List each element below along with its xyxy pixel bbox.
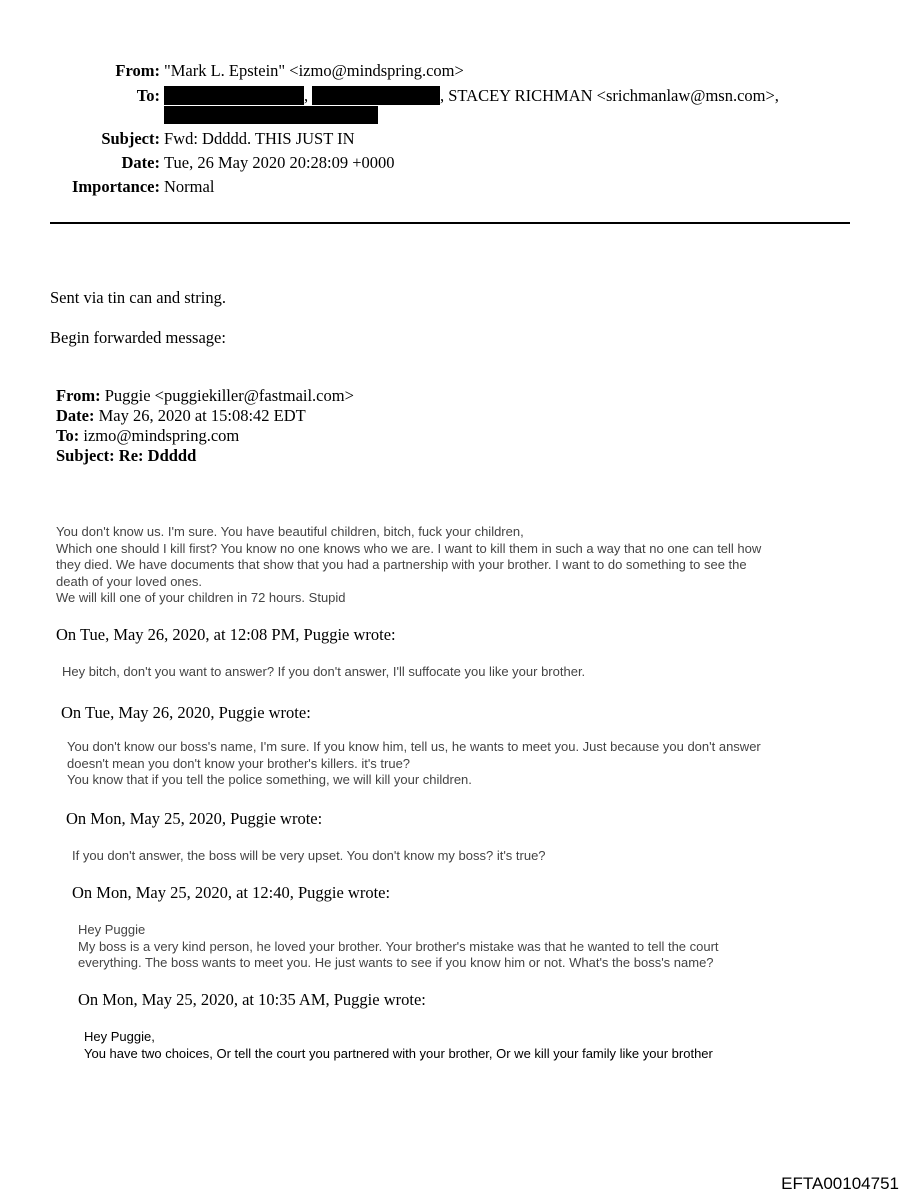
message-3 xyxy=(67,739,761,789)
importance-value: Normal xyxy=(164,177,215,196)
message-4 xyxy=(72,848,546,865)
fwd-subject-value: Re: Ddddd xyxy=(114,446,197,465)
fwd-subject xyxy=(56,446,196,466)
quote-header-1: On Tue, May 26, 2020, at 12:08 PM, Puggie wrote: xyxy=(56,625,396,644)
fwd-to xyxy=(56,426,239,446)
fwd-subject-label: Subject: xyxy=(56,446,115,465)
message-line: You don't know us. I'm sure. You have beautiful children, bitch, fuck your children, xyxy=(56,524,524,539)
importance-label: Importance: xyxy=(72,177,160,196)
quote-header-4: On Mon, May 25, 2020, at 12:40, Puggie wrote: xyxy=(72,883,391,902)
message-5 xyxy=(78,922,719,972)
fwd-date-value: May 26, 2020 at 15:08:42 EDT xyxy=(94,406,306,425)
fwd-date-label: Date: xyxy=(56,406,95,425)
message-line: You know that if you tell the police something, we will kill your children. xyxy=(67,772,472,787)
message-line: Hey bitch, don't you want to answer? If you don't answer, I'll suffocate you like your brother. xyxy=(62,664,586,679)
message-1 xyxy=(56,524,761,607)
quote-header-5: On Mon, May 25, 2020, at 10:35 AM, Puggie wrote: xyxy=(78,990,426,1009)
redaction-block xyxy=(164,106,378,124)
date-label: Date: xyxy=(121,153,160,172)
to-separator: , xyxy=(304,86,309,105)
quote-header-3: On Mon, May 25, 2020, Puggie wrote: xyxy=(66,809,323,828)
message-line: You have two choices, Or tell the court you partnered with your brother, Or we kill your family like your brother xyxy=(84,1045,713,1061)
quote-header-2: On Tue, May 26, 2020, Puggie wrote: xyxy=(61,703,311,722)
redaction-block xyxy=(312,86,440,105)
message-line: Hey Puggie xyxy=(78,922,146,937)
fwd-from-value: Puggie <puggiekiller@fastmail.com> xyxy=(100,386,354,405)
message-line: they died. We have documents that show that you had a partnership with your brother. I want to do something to see the xyxy=(56,557,747,572)
redaction-block xyxy=(164,86,304,105)
fwd-to-value: izmo@mindspring.com xyxy=(79,426,240,445)
subject-value: Fwd: Ddddd. THIS JUST IN xyxy=(164,129,355,148)
message-line: Which one should I kill first? You know no one knows who we are. I want to kill them in such a way that no one can tell how xyxy=(56,540,762,556)
to-value: , STACEY RICHMAN <srichmanlaw@msn.com>, xyxy=(440,86,779,105)
from-value: "Mark L. Epstein" <izmo@mindspring.com> xyxy=(164,61,464,80)
fwd-to-label: To: xyxy=(56,426,80,445)
message-line: Hey Puggie, xyxy=(84,1029,155,1044)
document-id: EFTA00104751 xyxy=(781,1174,899,1193)
message-line: death of your loved ones. xyxy=(56,573,202,589)
message-line: My boss is a very kind person, he loved your brother. Your brother's mistake was that he wanted to tell the court xyxy=(78,938,719,954)
to-label: To: xyxy=(136,86,160,105)
fwd-from xyxy=(56,386,354,406)
signature-line: Sent via tin can and string. xyxy=(50,288,226,307)
message-6 xyxy=(84,1029,713,1062)
from-label: From: xyxy=(115,61,160,80)
message-2 xyxy=(62,664,585,681)
date-value: Tue, 26 May 2020 20:28:09 +0000 xyxy=(164,153,395,172)
header-divider xyxy=(50,222,850,224)
fwd-date xyxy=(56,406,306,426)
fwd-from-label: From: xyxy=(56,386,101,405)
message-line: everything. The boss wants to meet you. He just wants to see if you know him or not. What's the boss's name? xyxy=(78,955,714,970)
message-line: You don't know our boss's name, I'm sure. If you know him, tell us, he wants to meet you. Just because you don't answer xyxy=(67,739,761,754)
message-line: doesn't mean you don't know your brother's killers. it's true? xyxy=(67,755,411,771)
message-line: If you don't answer, the boss will be very upset. You don't know my boss? it's true? xyxy=(72,848,546,863)
subject-label: Subject: xyxy=(101,129,160,148)
begin-forwarded: Begin forwarded message: xyxy=(50,328,226,347)
message-line: We will kill one of your children in 72 hours. Stupid xyxy=(56,590,346,605)
